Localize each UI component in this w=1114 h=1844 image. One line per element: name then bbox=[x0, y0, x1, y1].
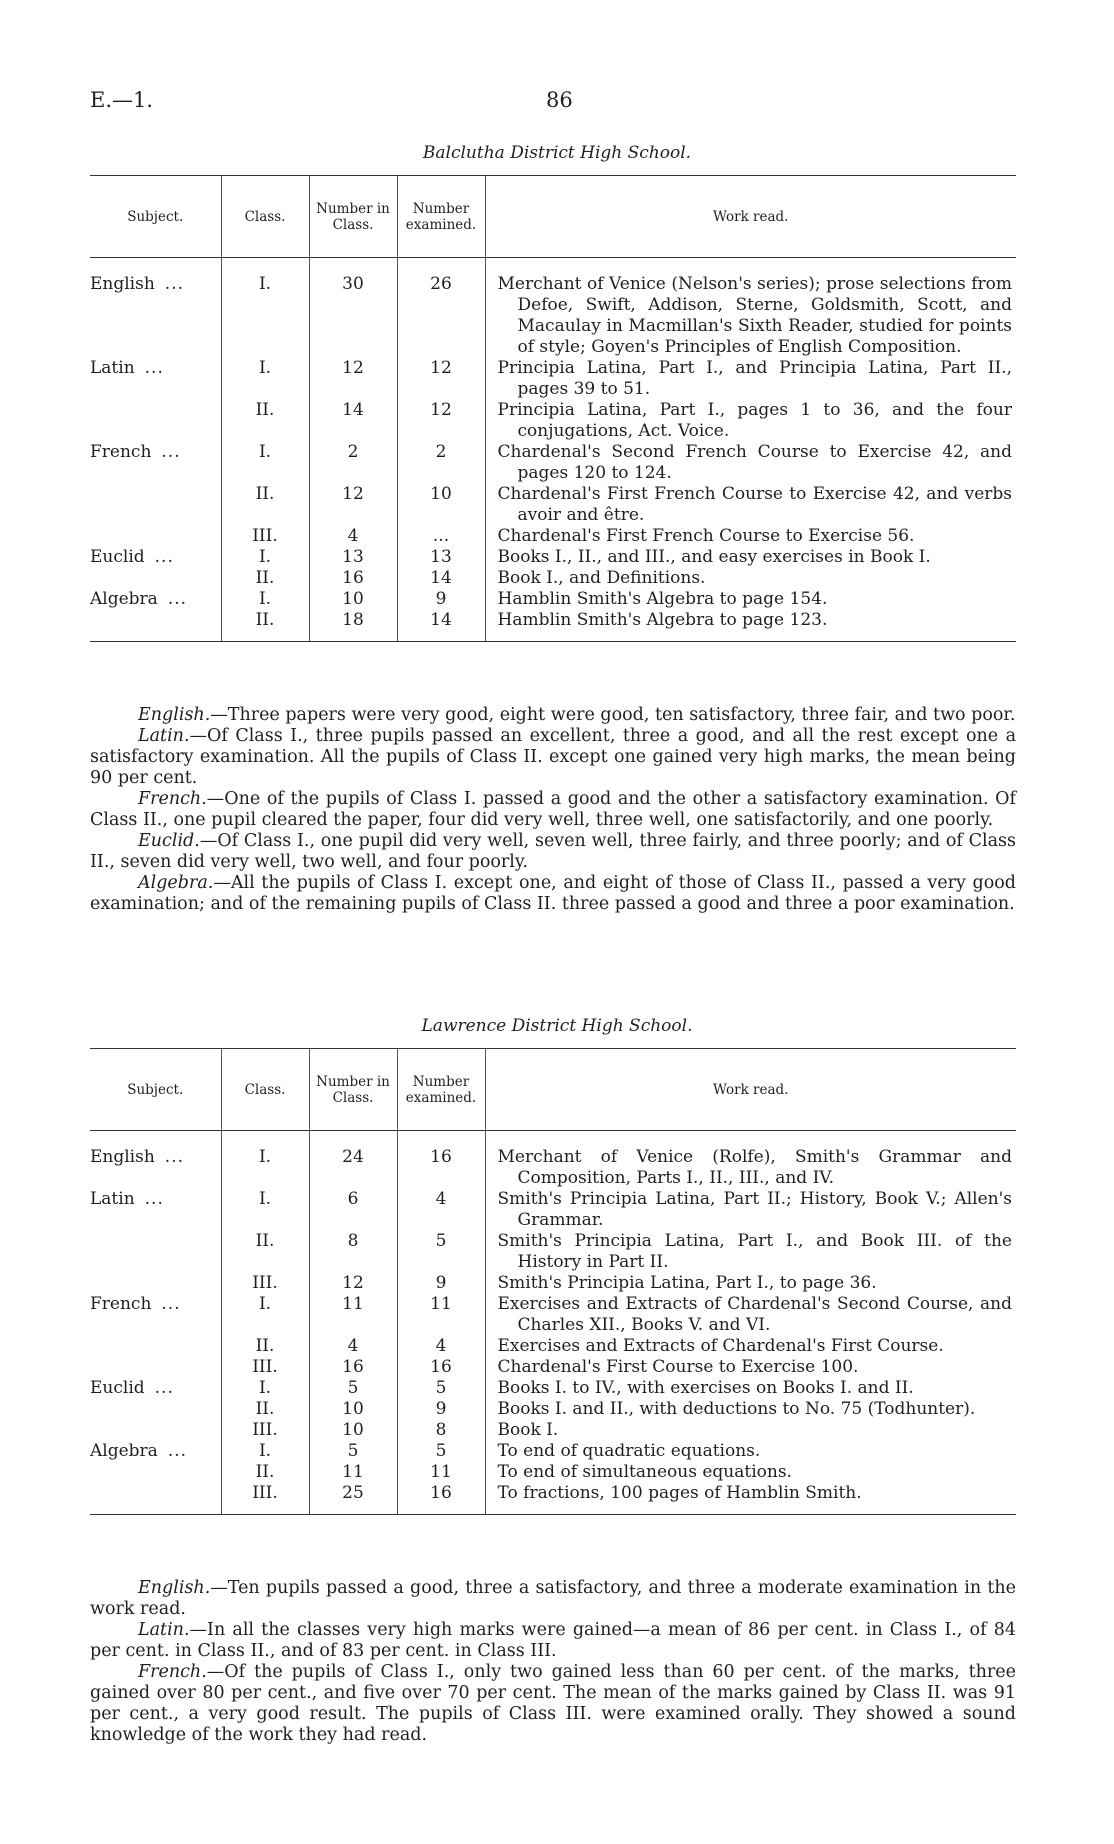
subject-cell bbox=[90, 1441, 221, 1462]
number-examined-cell: 5 bbox=[397, 1378, 485, 1399]
subject-cell bbox=[90, 358, 221, 400]
table-row bbox=[90, 1378, 1016, 1399]
number-examined-cell: 5 bbox=[397, 1441, 485, 1462]
class-cell: I. bbox=[221, 1147, 309, 1189]
number-in-class-cell: 11 bbox=[309, 1294, 397, 1336]
number-examined-cell: 11 bbox=[397, 1462, 485, 1483]
note-paragraph bbox=[90, 1578, 1016, 1620]
leader-dots: ... bbox=[167, 1441, 188, 1461]
note-paragraph bbox=[90, 1620, 1016, 1662]
column-header-class: Class. bbox=[221, 176, 309, 258]
table-body bbox=[90, 258, 1016, 642]
class-cell: II. bbox=[221, 1462, 309, 1483]
table-row bbox=[90, 610, 1016, 631]
subject-cell bbox=[90, 1378, 221, 1399]
number-in-class-cell: 14 bbox=[309, 400, 397, 442]
number-examined-cell: 16 bbox=[397, 1483, 485, 1504]
work-read-cell: Principia Latina, Part I., pages 1 to 36, and the four conjugations, Act. Voice. bbox=[485, 400, 1016, 442]
work-read-cell: To end of quadratic equations. bbox=[485, 1441, 1016, 1462]
class-cell: II. bbox=[221, 484, 309, 526]
leader-dots: ... bbox=[161, 1294, 181, 1314]
work-table bbox=[90, 175, 1016, 642]
work-read-cell: Hamblin Smith's Algebra to page 123. bbox=[485, 610, 1016, 631]
table-row bbox=[90, 484, 1016, 526]
number-examined-cell: 14 bbox=[397, 610, 485, 631]
subject-cell bbox=[90, 1147, 221, 1189]
subject-name: Euclid bbox=[90, 1378, 145, 1398]
column-header-number-in-class: Number in Class. bbox=[309, 1049, 397, 1131]
table-row bbox=[90, 1294, 1016, 1336]
number-in-class-cell: 16 bbox=[309, 1357, 397, 1378]
note-subject: Latin. bbox=[138, 1620, 190, 1640]
note-paragraph bbox=[90, 1662, 1016, 1746]
subject-cell bbox=[90, 589, 221, 610]
leader-dots: ... bbox=[167, 589, 188, 609]
class-cell: I. bbox=[221, 547, 309, 568]
subject-cell bbox=[90, 1483, 221, 1504]
class-cell: I. bbox=[221, 1378, 309, 1399]
column-header-work-read: Work read. bbox=[485, 176, 1016, 258]
class-cell: III. bbox=[221, 1273, 309, 1294]
subject-cell bbox=[90, 400, 221, 442]
subject-name: French bbox=[90, 1294, 152, 1314]
table-row bbox=[90, 274, 1016, 358]
work-read-cell: Chardenal's Second French Course to Exercise 42, and pages 120 to 124. bbox=[485, 442, 1016, 484]
number-in-class-cell: 4 bbox=[309, 526, 397, 547]
work-read-cell: Merchant of Venice (Nelson's series); prose selections from Defoe, Swift, Addison, Sterne, Goldsmith, Scott, and Macaulay in Macmillan's Sixth Reader, studied for points of style; Goyen's Principles of English Composition. bbox=[485, 274, 1016, 358]
class-cell: II. bbox=[221, 1336, 309, 1357]
note-paragraph bbox=[90, 873, 1016, 915]
subject-name: English bbox=[90, 274, 155, 294]
table-row bbox=[90, 1420, 1016, 1441]
table-row bbox=[90, 1483, 1016, 1504]
work-read-cell: Chardenal's First Course to Exercise 100. bbox=[485, 1357, 1016, 1378]
number-in-class-cell: 8 bbox=[309, 1231, 397, 1273]
number-in-class-cell: 12 bbox=[309, 1273, 397, 1294]
work-read-cell: Merchant of Venice (Rolfe), Smith's Grammar and Composition, Parts I., II., III., and IV. bbox=[485, 1147, 1016, 1189]
subject-name: Euclid bbox=[90, 547, 145, 567]
leader-dots: ... bbox=[161, 442, 181, 462]
class-cell: II. bbox=[221, 400, 309, 442]
table-row bbox=[90, 1147, 1016, 1189]
subject-cell bbox=[90, 1420, 221, 1441]
class-cell: II. bbox=[221, 610, 309, 631]
work-table bbox=[90, 1048, 1016, 1515]
school-title: Lawrence District High School. bbox=[421, 1016, 693, 1036]
column-header-number-examined: Number examined. bbox=[397, 1049, 485, 1131]
note-paragraph bbox=[90, 789, 1016, 831]
number-examined-cell: 10 bbox=[397, 484, 485, 526]
number-examined-cell: 16 bbox=[397, 1357, 485, 1378]
number-examined-cell: 9 bbox=[397, 1399, 485, 1420]
table-row bbox=[90, 568, 1016, 589]
work-read-cell: To fractions, 100 pages of Hamblin Smith. bbox=[485, 1483, 1016, 1504]
note-paragraph bbox=[90, 726, 1016, 789]
subject-cell bbox=[90, 1273, 221, 1294]
note-text: —Of the pupils of Class I., only two gained less than 60 per cent. of the marks, three gained over 80 per cent., and five over 70 per cent. The mean of the marks gained by Class II. was 91 per cent., a very good result. The pupils of Class III. were examined orally. They showed a sound knowledge of the work they had read. bbox=[90, 1662, 1016, 1745]
subject-cell bbox=[90, 1357, 221, 1378]
note-subject: French. bbox=[138, 789, 207, 809]
note-subject: Euclid. bbox=[138, 831, 200, 851]
subject-name: Latin bbox=[90, 1189, 135, 1209]
subject-name: Algebra bbox=[90, 589, 158, 609]
class-cell: I. bbox=[221, 589, 309, 610]
work-read-cell: Smith's Principia Latina, Part I., and Book III. of the History in Part II. bbox=[485, 1231, 1016, 1273]
subject-cell bbox=[90, 484, 221, 526]
subject-cell bbox=[90, 1189, 221, 1231]
note-text: —One of the pupils of Class I. passed a good and the other a satisfactory examination. Of Class II., one pupil cleared the paper, four did very well, three well, one satisfactorily, and one poorly. bbox=[90, 789, 1016, 830]
number-examined-cell: 8 bbox=[397, 1420, 485, 1441]
number-in-class-cell: 4 bbox=[309, 1336, 397, 1357]
subject-cell bbox=[90, 547, 221, 568]
number-in-class-cell: 10 bbox=[309, 1399, 397, 1420]
leader-dots: ... bbox=[154, 1378, 174, 1398]
number-examined-cell: 4 bbox=[397, 1336, 485, 1357]
table-row bbox=[90, 526, 1016, 547]
number-in-class-cell: 16 bbox=[309, 568, 397, 589]
leader-dots: ... bbox=[164, 1147, 185, 1167]
class-cell: II. bbox=[221, 568, 309, 589]
note-subject: Latin. bbox=[138, 726, 190, 746]
number-in-class-cell: 18 bbox=[309, 610, 397, 631]
class-cell: I. bbox=[221, 442, 309, 484]
note-subject: English. bbox=[138, 1578, 211, 1598]
subject-cell bbox=[90, 526, 221, 547]
number-examined-cell: 12 bbox=[397, 358, 485, 400]
number-examined-cell: 11 bbox=[397, 1294, 485, 1336]
number-examined-cell: ... bbox=[397, 526, 485, 547]
work-read-cell: Books I. to IV., with exercises on Books I. and II. bbox=[485, 1378, 1016, 1399]
number-examined-cell: 4 bbox=[397, 1189, 485, 1231]
document-code: E.—1. bbox=[90, 88, 154, 112]
leader-dots: ... bbox=[144, 358, 164, 378]
number-in-class-cell: 5 bbox=[309, 1378, 397, 1399]
column-header-subject: Subject. bbox=[90, 176, 221, 258]
note-paragraph bbox=[90, 831, 1016, 873]
leader-dots: ... bbox=[144, 1189, 164, 1209]
column-header-subject: Subject. bbox=[90, 1049, 221, 1131]
note-subject: Algebra. bbox=[138, 873, 214, 893]
column-header-class: Class. bbox=[221, 1049, 309, 1131]
leader-dots: ... bbox=[154, 547, 174, 567]
table-row bbox=[90, 1189, 1016, 1231]
work-read-cell: Book I., and Definitions. bbox=[485, 568, 1016, 589]
subject-cell bbox=[90, 1294, 221, 1336]
work-read-cell: To end of simultaneous equations. bbox=[485, 1462, 1016, 1483]
subject-cell bbox=[90, 610, 221, 631]
subject-name: English bbox=[90, 1147, 155, 1167]
work-read-cell: Books I., II., and III., and easy exercises in Book I. bbox=[485, 547, 1016, 568]
subject-cell bbox=[90, 1399, 221, 1420]
work-read-cell: Chardenal's First French Course to Exercise 42, and verbs avoir and être. bbox=[485, 484, 1016, 526]
note-paragraph bbox=[90, 705, 1016, 726]
work-read-cell: Exercises and Extracts of Chardenal's Second Course, and Charles XII., Books V. and VI. bbox=[485, 1294, 1016, 1336]
class-cell: I. bbox=[221, 358, 309, 400]
class-cell: I. bbox=[221, 1441, 309, 1462]
note-text: —Of Class I., one pupil did very well, seven well, three fairly, and three poorly; and of Class II., seven did very well, two well, and four poorly. bbox=[90, 831, 1016, 872]
note-text: —Three papers were very good, eight were good, ten satisfactory, three fair, and two poor. bbox=[210, 705, 1016, 725]
number-in-class-cell: 10 bbox=[309, 589, 397, 610]
subject-cell bbox=[90, 568, 221, 589]
examiner-notes bbox=[90, 705, 1016, 915]
table-row bbox=[90, 442, 1016, 484]
work-read-cell: Chardenal's First French Course to Exercise 56. bbox=[485, 526, 1016, 547]
number-examined-cell: 9 bbox=[397, 1273, 485, 1294]
note-text: —All the pupils of Class I. except one, and eight of those of Class II., passed a very good examination; and of the remaining pupils of Class II. three passed a good and three a poor examination. bbox=[90, 873, 1016, 914]
subject-cell bbox=[90, 1231, 221, 1273]
number-in-class-cell: 25 bbox=[309, 1483, 397, 1504]
note-text: —Ten pupils passed a good, three a satisfactory, and three a moderate examination in the work read. bbox=[90, 1578, 1016, 1619]
work-read-cell: Hamblin Smith's Algebra to page 154. bbox=[485, 589, 1016, 610]
class-cell: III. bbox=[221, 1483, 309, 1504]
class-cell: I. bbox=[221, 274, 309, 358]
number-examined-cell: 12 bbox=[397, 400, 485, 442]
number-examined-cell: 14 bbox=[397, 568, 485, 589]
work-read-cell: Exercises and Extracts of Chardenal's First Course. bbox=[485, 1336, 1016, 1357]
table-body bbox=[90, 1131, 1016, 1515]
note-subject: English. bbox=[138, 705, 211, 725]
class-cell: III. bbox=[221, 1357, 309, 1378]
table-row bbox=[90, 1462, 1016, 1483]
number-examined-cell: 16 bbox=[397, 1147, 485, 1189]
number-in-class-cell: 10 bbox=[309, 1420, 397, 1441]
table-row bbox=[90, 589, 1016, 610]
subject-cell bbox=[90, 1462, 221, 1483]
table-row bbox=[90, 1336, 1016, 1357]
number-in-class-cell: 11 bbox=[309, 1462, 397, 1483]
subject-name: French bbox=[90, 442, 152, 462]
subject-name: Latin bbox=[90, 358, 135, 378]
number-in-class-cell: 30 bbox=[309, 274, 397, 358]
work-read-cell: Book I. bbox=[485, 1420, 1016, 1441]
number-in-class-cell: 6 bbox=[309, 1189, 397, 1231]
table-row bbox=[90, 400, 1016, 442]
number-examined-cell: 5 bbox=[397, 1231, 485, 1273]
class-cell: III. bbox=[221, 1420, 309, 1441]
number-in-class-cell: 2 bbox=[309, 442, 397, 484]
table-row bbox=[90, 1273, 1016, 1294]
note-text: —In all the classes very high marks were gained—a mean of 86 per cent. in Class I., of 84 per cent. in Class II., and of 83 per cent. in Class III. bbox=[90, 1620, 1016, 1661]
number-examined-cell: 2 bbox=[397, 442, 485, 484]
work-read-cell: Smith's Principia Latina, Part II.; History, Book V.; Allen's Grammar. bbox=[485, 1189, 1016, 1231]
number-in-class-cell: 24 bbox=[309, 1147, 397, 1189]
class-cell: III. bbox=[221, 526, 309, 547]
table-row bbox=[90, 1357, 1016, 1378]
column-header-number-in-class: Number in Class. bbox=[309, 176, 397, 258]
table-row bbox=[90, 1399, 1016, 1420]
table-row bbox=[90, 358, 1016, 400]
number-in-class-cell: 5 bbox=[309, 1441, 397, 1462]
class-cell: I. bbox=[221, 1189, 309, 1231]
class-cell: I. bbox=[221, 1294, 309, 1336]
work-read-cell: Principia Latina, Part I., and Principia Latina, Part II., pages 39 to 51. bbox=[485, 358, 1016, 400]
work-read-cell: Smith's Principia Latina, Part I., to page 36. bbox=[485, 1273, 1016, 1294]
table-row bbox=[90, 1231, 1016, 1273]
class-cell: II. bbox=[221, 1399, 309, 1420]
number-examined-cell: 9 bbox=[397, 589, 485, 610]
number-examined-cell: 13 bbox=[397, 547, 485, 568]
column-header-work-read: Work read. bbox=[485, 1049, 1016, 1131]
table-row bbox=[90, 1441, 1016, 1462]
number-in-class-cell: 13 bbox=[309, 547, 397, 568]
subject-cell bbox=[90, 442, 221, 484]
subject-cell bbox=[90, 274, 221, 358]
subject-name: Algebra bbox=[90, 1441, 158, 1461]
number-examined-cell: 26 bbox=[397, 274, 485, 358]
number-in-class-cell: 12 bbox=[309, 358, 397, 400]
leader-dots: ... bbox=[164, 274, 185, 294]
school-title: Balclutha District High School. bbox=[422, 143, 692, 163]
table-row bbox=[90, 547, 1016, 568]
note-subject: French. bbox=[138, 1662, 207, 1682]
subject-cell bbox=[90, 1336, 221, 1357]
work-read-cell: Books I. and II., with deductions to No. 75 (Todhunter). bbox=[485, 1399, 1016, 1420]
number-in-class-cell: 12 bbox=[309, 484, 397, 526]
class-cell: II. bbox=[221, 1231, 309, 1273]
note-text: —Of Class I., three pupils passed an excellent, three a good, and all the rest except one a satisfactory examination. All the pupils of Class II. except one gained very high marks, the mean being 90 per cent. bbox=[90, 726, 1016, 788]
column-header-number-examined: Number examined. bbox=[397, 176, 485, 258]
page-number: 86 bbox=[546, 88, 573, 112]
examiner-notes bbox=[90, 1578, 1016, 1746]
